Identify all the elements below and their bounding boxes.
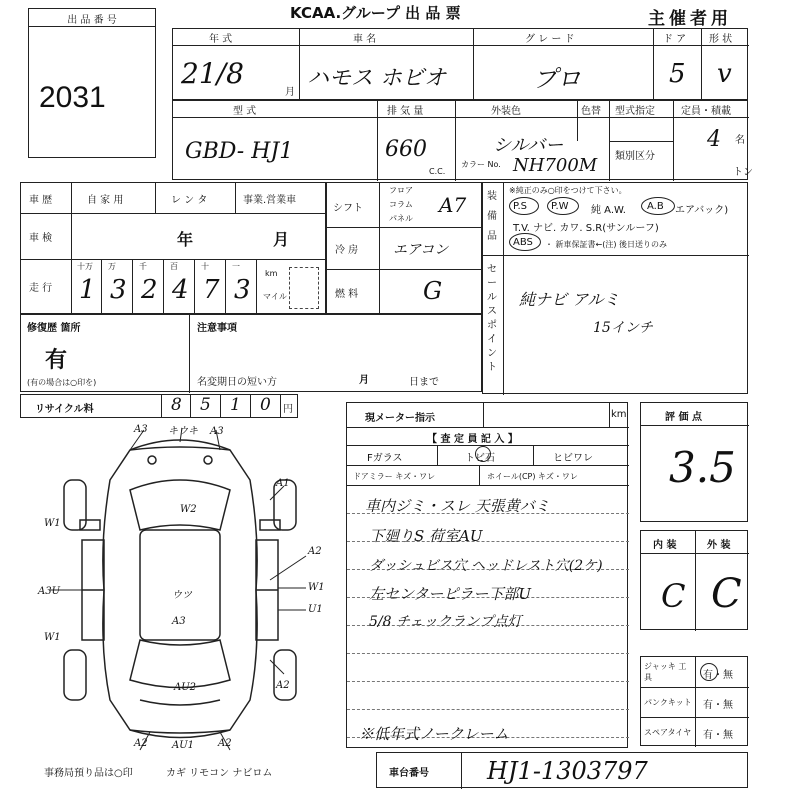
- repair-note: (有の場合は○印を): [27, 378, 97, 387]
- shift-panel: パネル: [389, 214, 413, 223]
- equipment-label: 装 備 品: [487, 191, 497, 242]
- form-title: KCAA.グループ 出 品 票: [290, 4, 461, 22]
- mileage-cell: [195, 259, 226, 315]
- mileage-unit-label: 万: [108, 262, 116, 271]
- inspection-label: 車 検: [29, 233, 53, 244]
- mark-a2-right: A2: [308, 546, 322, 557]
- history-private: 自 家 用: [87, 195, 124, 206]
- history-block: [20, 182, 326, 314]
- mark-kizu-top: キウキ: [168, 426, 198, 437]
- tools-block: [640, 656, 748, 746]
- equipment-abs: ABS: [513, 237, 533, 248]
- recycle-digits: [161, 395, 281, 417]
- grade-label: グ レ ー ド: [525, 34, 575, 45]
- recycle-digit: 5: [200, 395, 211, 415]
- shift-block: [326, 182, 482, 314]
- mileage-cell: [164, 259, 195, 315]
- mark-a2-bottom-right: A2: [218, 738, 232, 749]
- inspection-year: 年: [177, 230, 194, 249]
- recycle-cell: [161, 395, 191, 417]
- repair-block: [20, 314, 482, 392]
- mark-a3-top-left: A3: [134, 424, 148, 435]
- recycle-block: [20, 394, 298, 418]
- mark-a1-right-top: A1: [276, 478, 290, 489]
- inspector-block: [346, 402, 628, 748]
- interior-value: C: [661, 577, 686, 615]
- inspector-note-4: 左センターピラー下部U: [369, 585, 532, 603]
- mileage-cell: [71, 259, 102, 315]
- shift-value: A7: [439, 193, 467, 217]
- aircon-value: エアコン: [393, 242, 449, 258]
- class-label: 類別区分: [615, 151, 655, 162]
- chassis-value: HJ1-1303797: [487, 757, 648, 785]
- equipment-ps: P.S: [513, 201, 527, 212]
- recycle-digit: 1: [230, 395, 241, 415]
- mileage-digit: 3: [234, 275, 251, 305]
- capacity-unit: 名: [735, 135, 745, 146]
- sales-point-label: セールスポイント: [487, 264, 497, 373]
- inspector-note-1: 車内ジミ・スレ 天張黄バミ: [365, 497, 550, 515]
- office-note: 事務局預り品は○印: [44, 768, 133, 779]
- jack-value: 有・無: [703, 670, 733, 681]
- ton-unit: トン: [733, 167, 753, 178]
- mileage-cell: [102, 259, 133, 315]
- mileage-cell: [133, 259, 164, 315]
- hibiware-label: ヒビワレ: [553, 453, 593, 464]
- capacity-label: 定員・積載: [681, 106, 731, 117]
- recycle-cell: [251, 395, 281, 417]
- cc-unit: C.C.: [429, 167, 446, 176]
- fuel-value: G: [423, 277, 443, 305]
- doors-value: 5: [669, 59, 686, 89]
- mileage-digits: [71, 259, 257, 315]
- mark-a3-center: A3: [172, 616, 186, 627]
- shift-column: コラム: [389, 200, 413, 209]
- vehicle-info-row2: [172, 100, 753, 180]
- color-no-value: NH700M: [513, 155, 598, 176]
- recycle-unit: 円: [283, 404, 293, 415]
- mark-utsu: ウツ: [172, 590, 192, 601]
- recycle-label: リサイクル料: [35, 404, 94, 415]
- aircon-label: 冷 房: [335, 245, 359, 256]
- equipment-pw: P.W: [551, 201, 569, 212]
- spare-value: 有・無: [703, 730, 733, 741]
- mileage-digit: 2: [141, 275, 158, 305]
- inspector-section-label: 【 査 定 員 記 入 】: [427, 434, 518, 445]
- shift-floor: フロア: [389, 186, 413, 195]
- caution-month: 月: [359, 375, 369, 386]
- sales-point-line1: 純ナビ アルミ: [519, 290, 620, 309]
- grade-value: プロ: [533, 65, 581, 93]
- chassis-block: [376, 752, 748, 788]
- equipment-note: ※純正のみ○印をつけて下さい。: [509, 186, 627, 195]
- inspector-note-6: ※低年式ノークレーム: [359, 725, 509, 743]
- equipment-line3: ・ 新車保証書←(注) 後日送りのみ: [545, 240, 668, 249]
- history-label: 車 歴: [29, 195, 53, 206]
- meter-unit: km: [611, 409, 627, 420]
- caution-label: 注意事項: [197, 323, 237, 334]
- mileage-digit: 4: [172, 275, 189, 305]
- equipment-line2: T.V. ナビ. カワ. S.R(サンルーフ): [513, 223, 659, 234]
- model-value: GBD- HJ1: [185, 139, 294, 164]
- inspector-note-2: 下廻りS 荷室AU: [369, 527, 483, 545]
- history-rental: レ ン タ: [171, 195, 208, 206]
- fuel-label: 燃 料: [335, 289, 359, 300]
- equipment-block: [482, 182, 748, 394]
- lot-number-label: 出 品 番 号: [29, 11, 155, 27]
- mileage-mile-label: マイル: [263, 292, 287, 301]
- mileage-unit-label: 十: [201, 262, 209, 271]
- mark-au1-bottom: AU1: [172, 740, 195, 751]
- caution-short-period: 名変期日の短い方: [197, 377, 277, 388]
- wheel-label: ホイール(CP) キズ・ワレ: [487, 472, 578, 481]
- car-name-value: ハモス ホビオ: [307, 66, 446, 91]
- repair-label: 修復歴 箇所: [27, 323, 81, 334]
- keys-note: カギ リモコン ナビロム: [166, 768, 273, 779]
- mileage-digit: 1: [79, 275, 96, 305]
- score-value: 3.5: [669, 443, 736, 492]
- mark-a2-rear-right: A2: [276, 680, 290, 691]
- mileage-km-label: km: [265, 269, 278, 278]
- puncture-value: 有・無: [703, 700, 733, 711]
- score-label: 評 価 点: [665, 412, 702, 423]
- note-ruled-line: [347, 709, 629, 710]
- mileage-cell: [226, 259, 257, 315]
- cc-value: 660: [385, 137, 427, 162]
- mark-au2-rear: AU2: [174, 682, 197, 693]
- inspector-note-3: ダッシュビス穴 ヘッドレスト穴(2ケ): [369, 558, 603, 574]
- interior-exterior-block: [640, 530, 748, 630]
- note-ruled-line: [347, 681, 629, 682]
- mark-w1-left-1: W1: [44, 518, 61, 529]
- mileage-digit: 7: [203, 275, 220, 305]
- lot-number: 2031: [39, 81, 106, 114]
- mark-a3-top-right: A3: [210, 426, 224, 437]
- year-label: 年 式: [209, 34, 233, 45]
- shape-label: 形 状: [709, 34, 733, 45]
- score-block: [640, 402, 748, 522]
- note-ruled-line: [347, 653, 629, 654]
- model-label: 型 式: [233, 106, 257, 117]
- doors-label: ド ア: [663, 34, 687, 45]
- recycle-cell: [191, 395, 221, 417]
- meter-label: 現メーター指示: [365, 413, 435, 424]
- history-commercial: 事業.営業車: [243, 195, 297, 206]
- chassis-label: 車台番号: [389, 768, 429, 779]
- inspector-note-5: 5/8 チェックランプ点灯: [369, 614, 522, 630]
- mileage-digit: 3: [110, 275, 127, 305]
- sponsor-label: 主催者用: [648, 9, 732, 29]
- jack-label: ジャッキ 工 具: [644, 662, 687, 682]
- recycle-digit: 8: [171, 395, 182, 415]
- mark-u1-right: U1: [308, 604, 323, 615]
- exterior-value: C: [711, 571, 742, 617]
- name-label: 車 名: [353, 34, 377, 45]
- f-glass-label: Fガラス: [367, 453, 403, 464]
- year-month-suffix: 月: [285, 87, 295, 98]
- color-change-label: 色替: [581, 106, 601, 117]
- tobiishi-label: トビ石: [465, 453, 495, 464]
- door-mirror-label: ドアミラー キズ・ワレ: [353, 472, 436, 481]
- type-label: 型式指定: [615, 106, 655, 117]
- inspection-month: 月: [273, 230, 290, 249]
- equipment-ab: A.B: [647, 201, 664, 212]
- spare-label: スペアタイヤ: [644, 728, 692, 737]
- puncture-label: パンクキット: [644, 698, 692, 707]
- mileage-unit-label: 一: [232, 262, 240, 271]
- mark-a2-bottom-left: A2: [134, 738, 148, 749]
- color-no-label: カラー No.: [461, 160, 501, 169]
- shape-value: v: [717, 59, 732, 89]
- mileage-unit-label: 十万: [77, 262, 93, 271]
- vehicle-info-row1: [172, 28, 748, 100]
- mark-w1-right: W1: [308, 582, 325, 593]
- shift-label: シフト: [333, 203, 363, 214]
- capacity-value: 4: [707, 127, 721, 152]
- mileage-unit-label: 百: [170, 262, 178, 271]
- exterior-label: 外 装: [707, 540, 731, 551]
- equipment-ab-note: エアバック): [675, 205, 729, 216]
- interior-label: 内 装: [653, 540, 677, 551]
- mark-w2-roof: W2: [180, 504, 197, 515]
- mileage-unit-label: 千: [139, 262, 147, 271]
- color-value: シルバー: [493, 135, 564, 156]
- lot-number-box: [28, 8, 156, 158]
- cc-label: 排 気 量: [387, 106, 424, 117]
- year-value: 21/8: [181, 57, 244, 90]
- recycle-cell: [221, 395, 251, 417]
- mileage-label: 走 行: [29, 283, 53, 294]
- mark-a3u-left: A3U: [38, 586, 61, 597]
- equipment-aw: 純 A.W.: [591, 205, 626, 216]
- color-label: 外装色: [491, 106, 521, 117]
- repair-value: 有: [45, 348, 68, 373]
- recycle-digit: 0: [260, 395, 271, 415]
- mark-w1-left-2: W1: [44, 632, 61, 643]
- caution-day: 日まで: [409, 377, 439, 388]
- sales-point-line2: 15インチ: [593, 320, 653, 336]
